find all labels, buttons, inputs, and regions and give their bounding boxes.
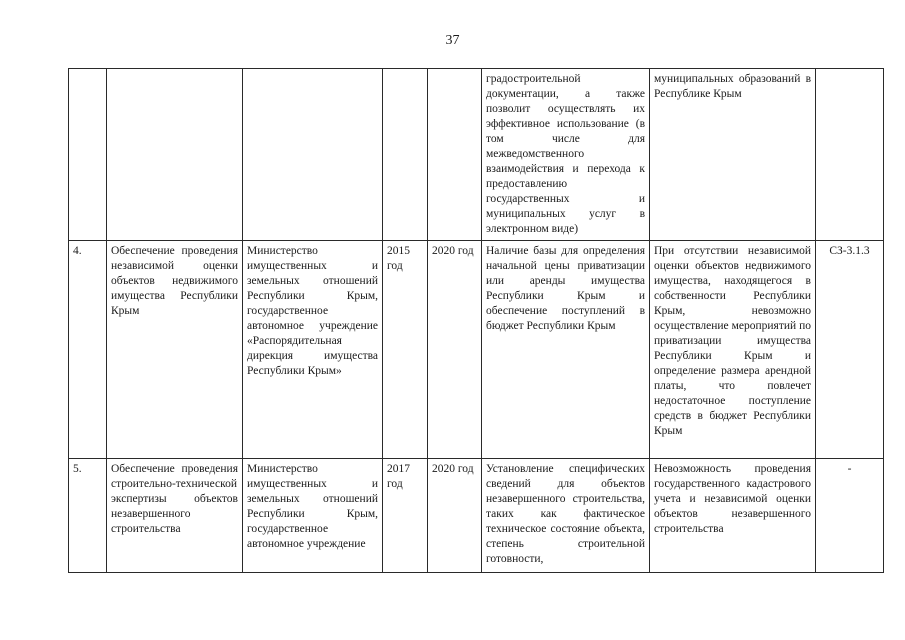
- cell-number: 5.: [69, 459, 107, 573]
- cell-measure-name: Обеспечение проведения строительно-технической экспертизы объектов незавершенного строительства: [107, 459, 243, 573]
- cell-start-year: [383, 69, 428, 241]
- cell-expected-result: градостроительной документации, а также позволит осуществлять их эффективное использование (в том числе для межведомственного взаимодействия и перехода к предоставлению государственных и муниципальных услуг в электронном виде): [482, 69, 650, 241]
- cell-start-year: 2017 год: [383, 459, 428, 573]
- cell-executor: Министерство имущественных и земельных отношений Республики Крым, государственное автономное учреждение «Распорядительная дирекция имущества Республики Крым»: [243, 241, 383, 459]
- cell-link: [816, 69, 884, 241]
- cell-number: [69, 69, 107, 241]
- cell-link: СЗ-3.1.3: [816, 241, 884, 459]
- table-row: [69, 241, 884, 459]
- cell-end-year: 2020 год: [428, 241, 482, 459]
- cell-end-year: 2020 год: [428, 459, 482, 573]
- cell-consequences: Невозможность проведения государственного кадастрового учета и независимой оценки объектов незавершенного строительства: [650, 459, 816, 573]
- cell-measure-name: [107, 69, 243, 241]
- cell-start-year: 2015 год: [383, 241, 428, 459]
- table-row: [69, 459, 884, 573]
- cell-expected-result: Наличие базы для определения начальной цены приватизации или аренды имущества Республики Крым и обеспечение поступлений в бюджет Республики Крым: [482, 241, 650, 459]
- table-row: [69, 69, 884, 241]
- cell-executor: Министерство имущественных и земельных отношений Республики Крым, государственное автономное учреждение: [243, 459, 383, 573]
- cell-consequences: муниципальных образований в Республике Крым: [650, 69, 816, 241]
- cell-measure-name: Обеспечение проведения независимой оценки объектов недвижимого имущества Республики Крым: [107, 241, 243, 459]
- cell-executor: [243, 69, 383, 241]
- cell-end-year: [428, 69, 482, 241]
- cell-expected-result: Установление специфических сведений для объектов незавершенного строительства, таких как фактическое техническое состояние объекта, степень строительной готовности,: [482, 459, 650, 573]
- cell-link: -: [816, 459, 884, 573]
- page-number: 37: [445, 33, 460, 48]
- cell-number: 4.: [69, 241, 107, 459]
- cell-consequences: При отсутствии независимой оценки объектов недвижимого имущества, находящегося в собственности Республики Крым, невозможно осуществление мероприятий по приватизации имущества Республики Крым и определение размера арендной платы, что повлечет недостаточное поступление средств в бюджет Республики Крым: [650, 241, 816, 459]
- measures-table: [68, 68, 884, 573]
